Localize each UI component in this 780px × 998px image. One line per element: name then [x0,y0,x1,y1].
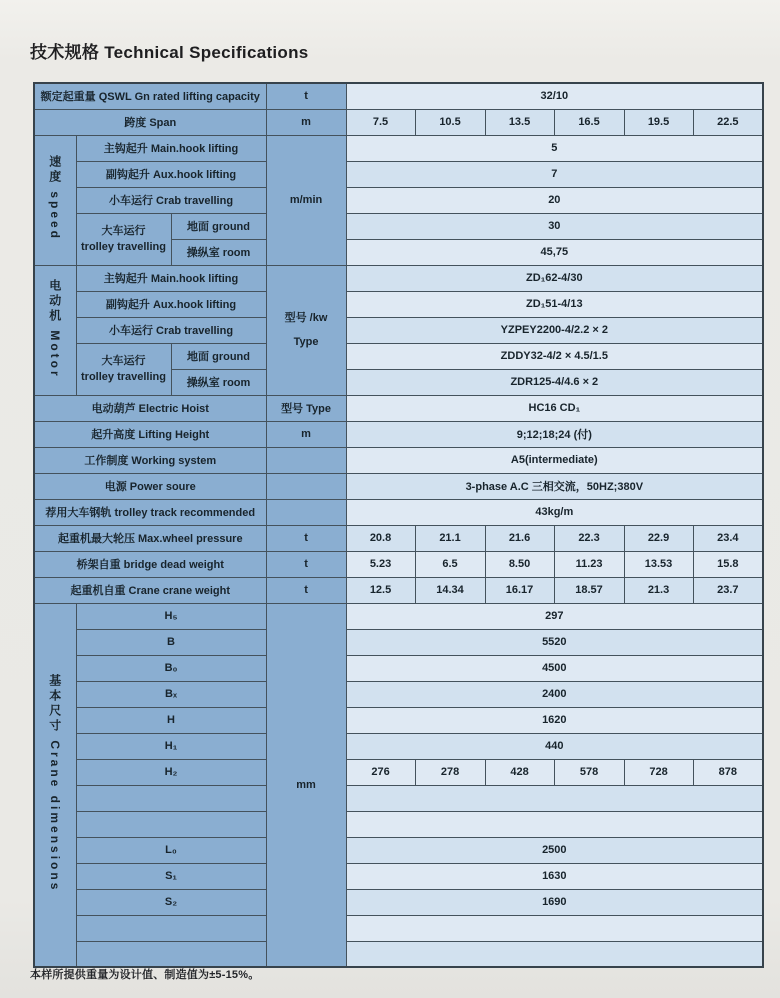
dimensions-group-label: 基本尺寸 Crane dimensions [34,603,76,967]
dim-b-value: 5520 [346,629,763,655]
lifting-height-unit: m [266,421,346,447]
dim-h2-value: 728 [624,759,693,785]
dim-h2-value: 278 [415,759,485,785]
row-speed-crab [34,187,763,213]
wheel-pressure-value: 22.3 [554,525,624,551]
dim-l0-label: L₀ [76,837,266,863]
row-power [34,473,763,499]
hoist-unit: 型号 Type [266,395,346,421]
crane-weight-label: 起重机自重 Crane crane weight [34,577,266,603]
crane-weight-value: 23.7 [693,577,763,603]
hoist-label: 电动葫芦 Electric Hoist [34,395,266,421]
wheel-pressure-value: 22.9 [624,525,693,551]
row-motor-trolley-ground [34,343,763,369]
span-value: 13.5 [485,109,554,135]
speed-aux-hook-label: 副钩起升 Aux.hook lifting [76,161,266,187]
motor-trolley-ground-value: ZDDY32-4/2 × 4.5/1.5 [346,343,763,369]
row-dim-h [34,707,763,733]
row-dim-empty [34,915,763,941]
dim-h2-label: H₂ [76,759,266,785]
wheel-pressure-unit: t [266,525,346,551]
row-working-system [34,447,763,473]
speed-aux-hook-value: 7 [346,161,763,187]
power-unit [266,473,346,499]
row-speed-aux-hook [34,161,763,187]
crane-weight-value: 18.57 [554,577,624,603]
empty-label-cell [76,811,266,837]
row-capacity [34,83,763,109]
row-speed-trolley-ground [34,213,763,239]
row-dim-s2 [34,889,763,915]
motor-aux-hook-value: ZD₁51-4/13 [346,291,763,317]
working-system-label: 工作制度 Working system [34,447,266,473]
span-value: 19.5 [624,109,693,135]
spec-table [33,82,764,968]
span-label: 跨度 Span [34,109,266,135]
footnote: 本样所提供重量为设计值、制造值为±5-15%。 [30,969,260,981]
span-value: 16.5 [554,109,624,135]
motor-main-hook-label: 主钩起升 Main.hook lifting [76,265,266,291]
wheel-pressure-value: 21.6 [485,525,554,551]
dim-bx-value: 2400 [346,681,763,707]
dim-h1-label: H₁ [76,733,266,759]
motor-crab-value: YZPEY2200-4/2.2 × 2 [346,317,763,343]
lifting-height-value: 9;12;18;24 (付) [346,421,763,447]
row-dim-h5 [34,603,763,629]
row-bridge-weight [34,551,763,577]
dim-h-label: H [76,707,266,733]
wheel-pressure-value: 20.8 [346,525,415,551]
capacity-value: 32/10 [346,83,763,109]
dim-s1-value: 1630 [346,863,763,889]
page-title: 技术规格 Technical Specifications [30,43,309,62]
dimensions-unit: mm [266,603,346,967]
crane-weight-value: 14.34 [415,577,485,603]
wheel-pressure-value: 21.1 [415,525,485,551]
row-dim-b0 [34,655,763,681]
dim-h2-value: 276 [346,759,415,785]
dim-bx-label: Bₓ [76,681,266,707]
motor-aux-hook-label: 副钩起升 Aux.hook lifting [76,291,266,317]
wheel-pressure-value: 23.4 [693,525,763,551]
lifting-height-label: 起升高度 Lifting Height [34,421,266,447]
bridge-weight-label: 桥架自重 bridge dead weight [34,551,266,577]
capacity-label: 额定起重量 QSWL Gn rated lifting capacity [34,83,266,109]
empty-value-cell [346,811,763,837]
bridge-weight-value: 11.23 [554,551,624,577]
speed-group-label: 速度 speed [34,135,76,265]
span-value: 22.5 [693,109,763,135]
row-dim-h2 [34,759,763,785]
motor-main-hook-value: ZD₁62-4/30 [346,265,763,291]
bridge-weight-value: 8.50 [485,551,554,577]
span-value: 7.5 [346,109,415,135]
speed-main-hook-label: 主钩起升 Main.hook lifting [76,135,266,161]
track-label: 荐用大车钢轨 trolley track recommended [34,499,266,525]
dim-h2-value: 578 [554,759,624,785]
track-value: 43kg/m [346,499,763,525]
wheel-pressure-label: 起重机最大轮压 Max.wheel pressure [34,525,266,551]
crane-weight-value: 12.5 [346,577,415,603]
row-motor-aux-hook [34,291,763,317]
row-speed-main-hook [34,135,763,161]
span-value: 10.5 [415,109,485,135]
motor-trolley-room-value: ZDR125-4/4.6 × 2 [346,369,763,395]
dim-h2-value: 878 [693,759,763,785]
dim-s1-label: S₁ [76,863,266,889]
bridge-weight-value: 5.23 [346,551,415,577]
track-unit [266,499,346,525]
dim-h5-value: 297 [346,603,763,629]
motor-trolley-ground-label: 地面 ground [171,343,266,369]
dim-b0-label: B₀ [76,655,266,681]
dim-h2-value: 428 [485,759,554,785]
row-dim-empty [34,785,763,811]
row-lifting-height [34,421,763,447]
bridge-weight-value: 13.53 [624,551,693,577]
speed-trolley-ground-label: 地面 ground [171,213,266,239]
speed-unit: m/min [266,135,346,265]
row-dim-s1 [34,863,763,889]
dim-s2-value: 1690 [346,889,763,915]
power-label: 电源 Power soure [34,473,266,499]
span-unit: m [266,109,346,135]
row-motor-crab [34,317,763,343]
row-wheel-pressure [34,525,763,551]
working-system-unit [266,447,346,473]
row-span [34,109,763,135]
motor-trolley-label: 大车运行 trolley travelling [76,343,171,395]
working-system-value: A5(intermediate) [346,447,763,473]
row-dim-l0 [34,837,763,863]
dim-h5-label: H₅ [76,603,266,629]
bridge-weight-value: 6.5 [415,551,485,577]
empty-value-cell [346,941,763,967]
row-dim-empty [34,941,763,967]
speed-trolley-ground-value: 30 [346,213,763,239]
empty-label-cell [76,915,266,941]
crane-weight-value: 16.17 [485,577,554,603]
row-dim-empty [34,811,763,837]
speed-trolley-room-value: 45,75 [346,239,763,265]
speed-main-hook-value: 5 [346,135,763,161]
bridge-weight-value: 15.8 [693,551,763,577]
bridge-weight-unit: t [266,551,346,577]
speed-crab-label: 小车运行 Crab travelling [76,187,266,213]
dim-b-label: B [76,629,266,655]
dim-h1-value: 440 [346,733,763,759]
row-dim-bx [34,681,763,707]
dim-h-value: 1620 [346,707,763,733]
capacity-unit: t [266,83,346,109]
motor-crab-label: 小车运行 Crab travelling [76,317,266,343]
dim-b0-value: 4500 [346,655,763,681]
empty-label-cell [76,785,266,811]
speed-trolley-room-label: 操纵室 room [171,239,266,265]
power-value: 3-phase A.C 三相交流，50HZ;380V [346,473,763,499]
row-dim-h1 [34,733,763,759]
empty-label-cell [76,941,266,967]
empty-value-cell [346,785,763,811]
dim-l0-value: 2500 [346,837,763,863]
row-motor-main-hook [34,265,763,291]
hoist-value: HC16 CD₁ [346,395,763,421]
row-dim-b [34,629,763,655]
crane-weight-value: 21.3 [624,577,693,603]
dim-s2-label: S₂ [76,889,266,915]
row-track [34,499,763,525]
speed-trolley-label: 大车运行 trolley travelling [76,213,171,265]
empty-value-cell [346,915,763,941]
motor-unit: 型号 /kw Type [266,265,346,395]
speed-crab-value: 20 [346,187,763,213]
crane-weight-unit: t [266,577,346,603]
row-hoist [34,395,763,421]
motor-trolley-room-label: 操纵室 room [171,369,266,395]
row-crane-weight [34,577,763,603]
motor-group-label: 电动机 Motor [34,265,76,395]
